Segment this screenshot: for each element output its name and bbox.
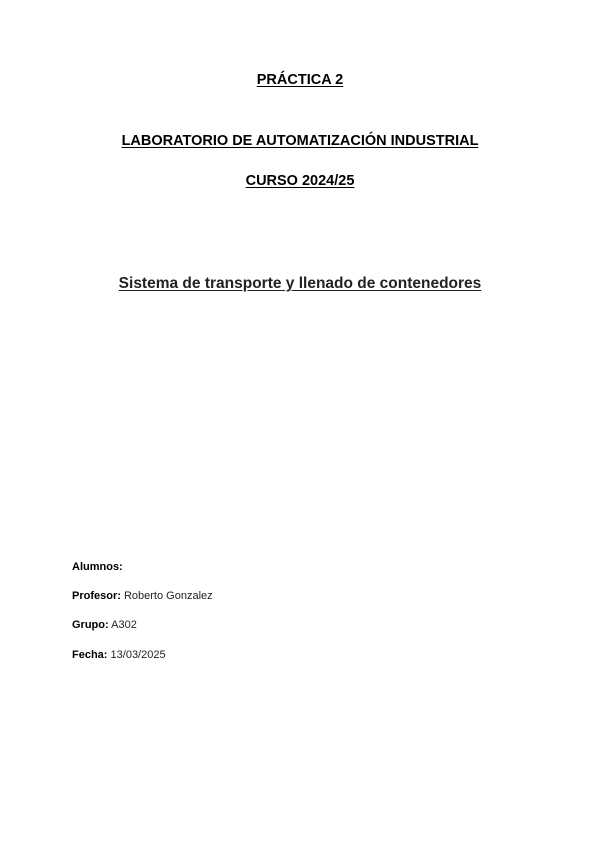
alumnos-label: Alumnos: — [72, 561, 123, 573]
fecha-label: Fecha: — [72, 649, 108, 661]
fecha-value: 13/03/2025 — [110, 649, 166, 661]
profesor-label: Profesor: — [72, 590, 121, 602]
project-subtitle: Sistema de transporte y llenado de contenedores — [118, 275, 482, 292]
profesor-value: Roberto Gonzalez — [123, 590, 213, 602]
course-year: CURSO 2024/25 — [245, 173, 355, 189]
grupo-row — [72, 619, 137, 631]
practice-title: PRÁCTICA 2 — [256, 72, 344, 88]
profesor-row — [72, 590, 213, 602]
fecha-row — [72, 649, 166, 661]
course-name: LABORATORIO DE AUTOMATIZACIÓN INDUSTRIAL — [121, 133, 479, 149]
grupo-label: Grupo: — [72, 619, 109, 631]
grupo-value: A302 — [111, 619, 137, 631]
alumnos-row — [72, 561, 123, 573]
